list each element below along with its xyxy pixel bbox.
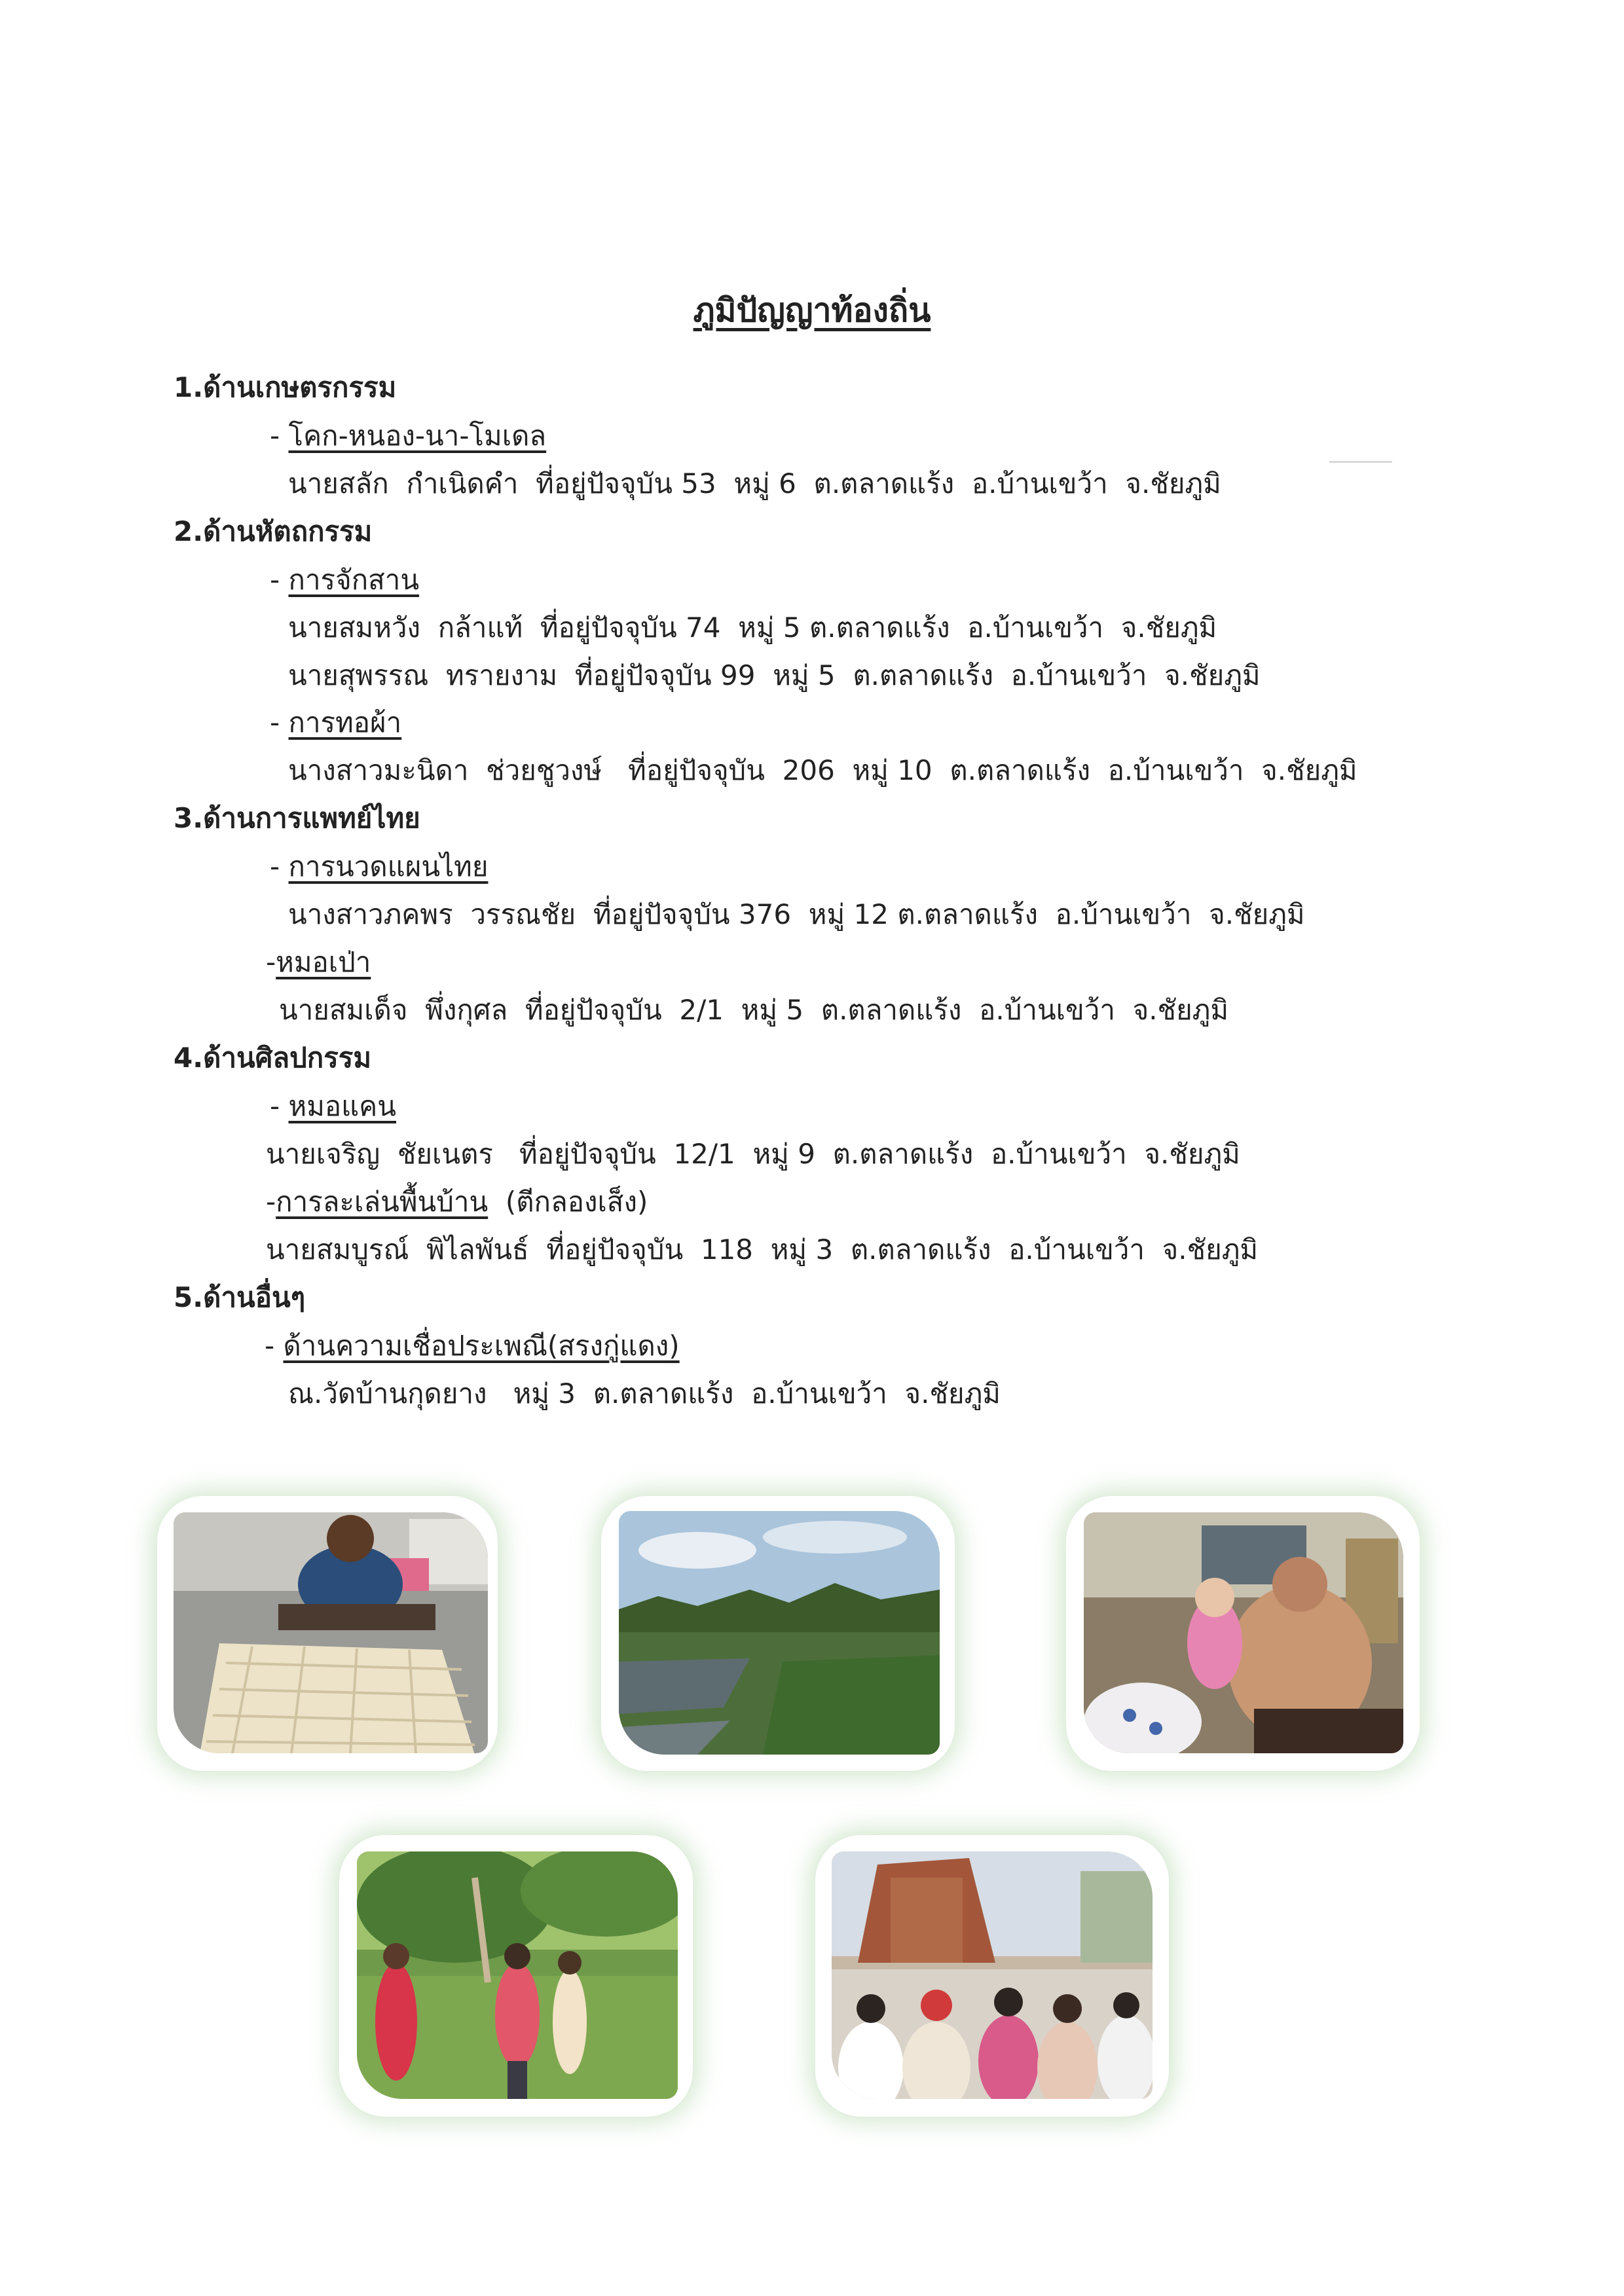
person-entry: นายสมเด็จ พึ่งกุศล ที่อยู่ปัจจุบัน 2/1 หมู่ 5 ต.ตลาดแร้ง อ.บ้านเขว้า จ.ชัยภูมิ — [279, 994, 1229, 1026]
topic-line: - การนวดแผนไทย — [270, 850, 489, 883]
person-entry: นางสาวมะนิดา ช่วยชูวงษ์ ที่อยู่ปัจจุบัน 206 หมู่ 10 ต.ตลาดแร้ง อ.บ้านเขว้า จ.ชัยภูมิ — [288, 754, 1357, 786]
person-entry: นายสลัก กำเนิดคำ ที่อยู่ปัจจุบัน 53 หมู่ 6 ต.ตลาดแร้ง อ.บ้านเขว้า จ.ชัยภูมิ — [288, 467, 1221, 500]
page-title: ภูมิปัญญาท้องถิ่น — [693, 291, 931, 329]
person-entry: นายสมหวัง กล้าแท้ ที่อยู่ปัจจุบัน 74 หมู่ 5 ต.ตลาดแร้ง อ.บ้านเขว้า จ.ชัยภูมิ — [288, 611, 1217, 644]
topic-label: หมอเป่า — [276, 946, 371, 978]
topic-note: (ตีกลองเส็ง) — [488, 1186, 648, 1218]
scan-mark — [1329, 461, 1392, 463]
section-heading-arts: 4.ด้านศิลปกรรม — [174, 1042, 372, 1074]
topic-label: การทอผ้า — [288, 706, 402, 738]
person-entry: ณ.วัดบ้านกุดยาง หมู่ 3 ต.ตลาดแร้ง อ.บ้านเขว้า จ.ชัยภูมิ — [288, 1377, 1001, 1410]
topic-label: หมอแคน — [288, 1090, 396, 1122]
topic-line: - โคก-หนอง-นา-โมเดล — [270, 420, 547, 452]
drum-performance-photo — [357, 1851, 678, 2099]
topic-label: โคก-หนอง-นา-โมเดล — [288, 420, 547, 452]
topic-line: - การทอผ้า — [270, 706, 402, 738]
person-entry: นางสาวภคพร วรรณชัย ที่อยู่ปัจจุบัน 376 หมู่ 12 ต.ตลาดแร้ง อ.บ้านเขว้า จ.ชัยภูมิ — [288, 898, 1305, 930]
weaving-photo — [174, 1512, 488, 1753]
section-heading-handicraft: 2.ด้านหัตถกรรม — [174, 515, 373, 547]
temple-ceremony-photo — [832, 1851, 1153, 2099]
topic-line: -การละเล่นพื้นบ้าน (ตีกลองเส็ง) — [266, 1186, 648, 1218]
healer-photo — [1084, 1512, 1403, 1753]
person-entry: นายสุพรรณ ทรายงาม ที่อยู่ปัจจุบัน 99 หมู่ 5 ต.ตลาดแร้ง อ.บ้านเขว้า จ.ชัยภูมิ — [288, 659, 1261, 691]
topic-line: - หมอแคน — [270, 1090, 396, 1122]
section-heading-others: 5.ด้านอื่นๆ — [174, 1281, 306, 1313]
topic-line: - การจักสาน — [270, 564, 420, 596]
topic-line: -หมอเป่า — [266, 946, 371, 978]
topic-label: การจักสาน — [288, 564, 420, 596]
topic-label: ด้านความเชื่อประเพณี(สรงกู่แดง) — [283, 1330, 680, 1362]
farm-pond-photo — [619, 1511, 940, 1755]
person-entry: นายเจริญ ชัยเนตร ที่อยู่ปัจจุบัน 12/1 หมู่ 9 ต.ตลาดแร้ง อ.บ้านเขว้า จ.ชัยภูมิ — [266, 1138, 1240, 1170]
section-heading-thai-medicine: 3.ด้านการแพทย์ไทย — [174, 802, 420, 834]
person-entry: นายสมบูรณ์ พิไลพันธ์ ที่อยู่ปัจจุบัน 118 หมู่ 3 ต.ตลาดแร้ง อ.บ้านเขว้า จ.ชัยภูมิ — [266, 1233, 1259, 1266]
section-heading-agriculture: 1.ด้านเกษตรกรรม — [174, 371, 397, 403]
topic-label: การละเล่นพื้นบ้าน — [276, 1186, 489, 1218]
topic-line: - ด้านความเชื่อประเพณี(สรงกู่แดง) — [265, 1330, 680, 1362]
topic-label: การนวดแผนไทย — [288, 850, 489, 883]
